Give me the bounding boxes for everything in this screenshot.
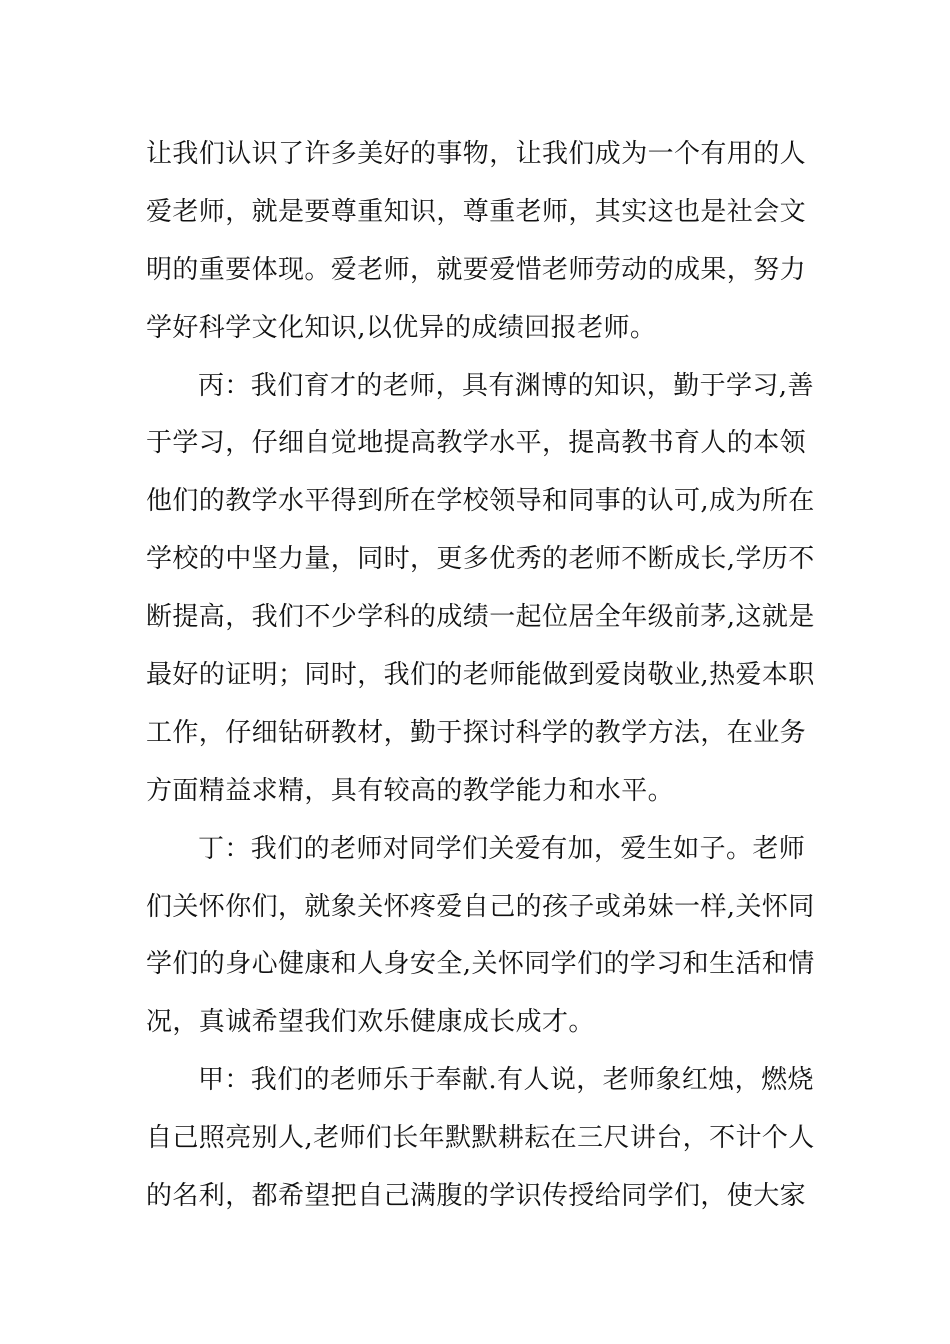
text-line: 爱老师，就是要尊重知识，尊重老师，其实这也是社会文 (146, 196, 807, 227)
text-line: 学好科学文化知识,以优异的成绩回报老师。 (146, 312, 657, 343)
paragraph-start-line: 甲：我们的老师乐于奉献.有人说，老师象红烛，燃烧 (198, 1065, 814, 1096)
text-line: 最好的证明；同时，我们的老师能做到爱岗敬业,热爱本职 (146, 660, 815, 691)
text-line: 学们的身心健康和人身安全,关怀同学们的学习和生活和情 (146, 949, 815, 980)
text-line: 工作，仔细钻研教材，勤于探讨科学的教学方法，在业务 (146, 717, 807, 748)
text-line: 于学习，仔细自觉地提高教学水平，提高教书育人的本领 (146, 428, 807, 459)
text-line: 自己照亮别人,老师们长年默默耕耘在三尺讲台，不计个人 (146, 1123, 815, 1154)
paragraph-start-line: 丙：我们育才的老师，具有渊博的知识，勤于学习,善 (198, 370, 814, 401)
text-line: 明的重要体现。爱老师，就要爱惜老师劳动的成果，努力 (146, 254, 807, 285)
body-text (146, 126, 816, 1226)
text-line: 让我们认识了许多美好的事物，让我们成为一个有用的人 (146, 139, 807, 169)
text-line: 方面精益求精，具有较高的教学能力和水平。 (146, 775, 675, 806)
text-line: 断提高，我们不少学科的成绩一起位居全年级前茅,这就是 (146, 602, 815, 633)
paragraph-start-line: 丁：我们的老师对同学们关爱有加，爱生如子。老师 (198, 833, 806, 864)
text-line: 们关怀你们，就象关怀疼爱自己的孩子或弟妹一样,关怀同 (146, 891, 815, 922)
text-line: 他们的教学水平得到所在学校领导和同事的认可,成为所在 (146, 486, 815, 517)
text-line: 况，真诚希望我们欢乐健康成长成才。 (146, 1007, 595, 1038)
text-line: 的名利，都希望把自己满腹的学识传授给同学们，使大家 (146, 1181, 807, 1212)
text-line: 学校的中坚力量，同时，更多优秀的老师不断成长,学历不 (146, 544, 815, 575)
